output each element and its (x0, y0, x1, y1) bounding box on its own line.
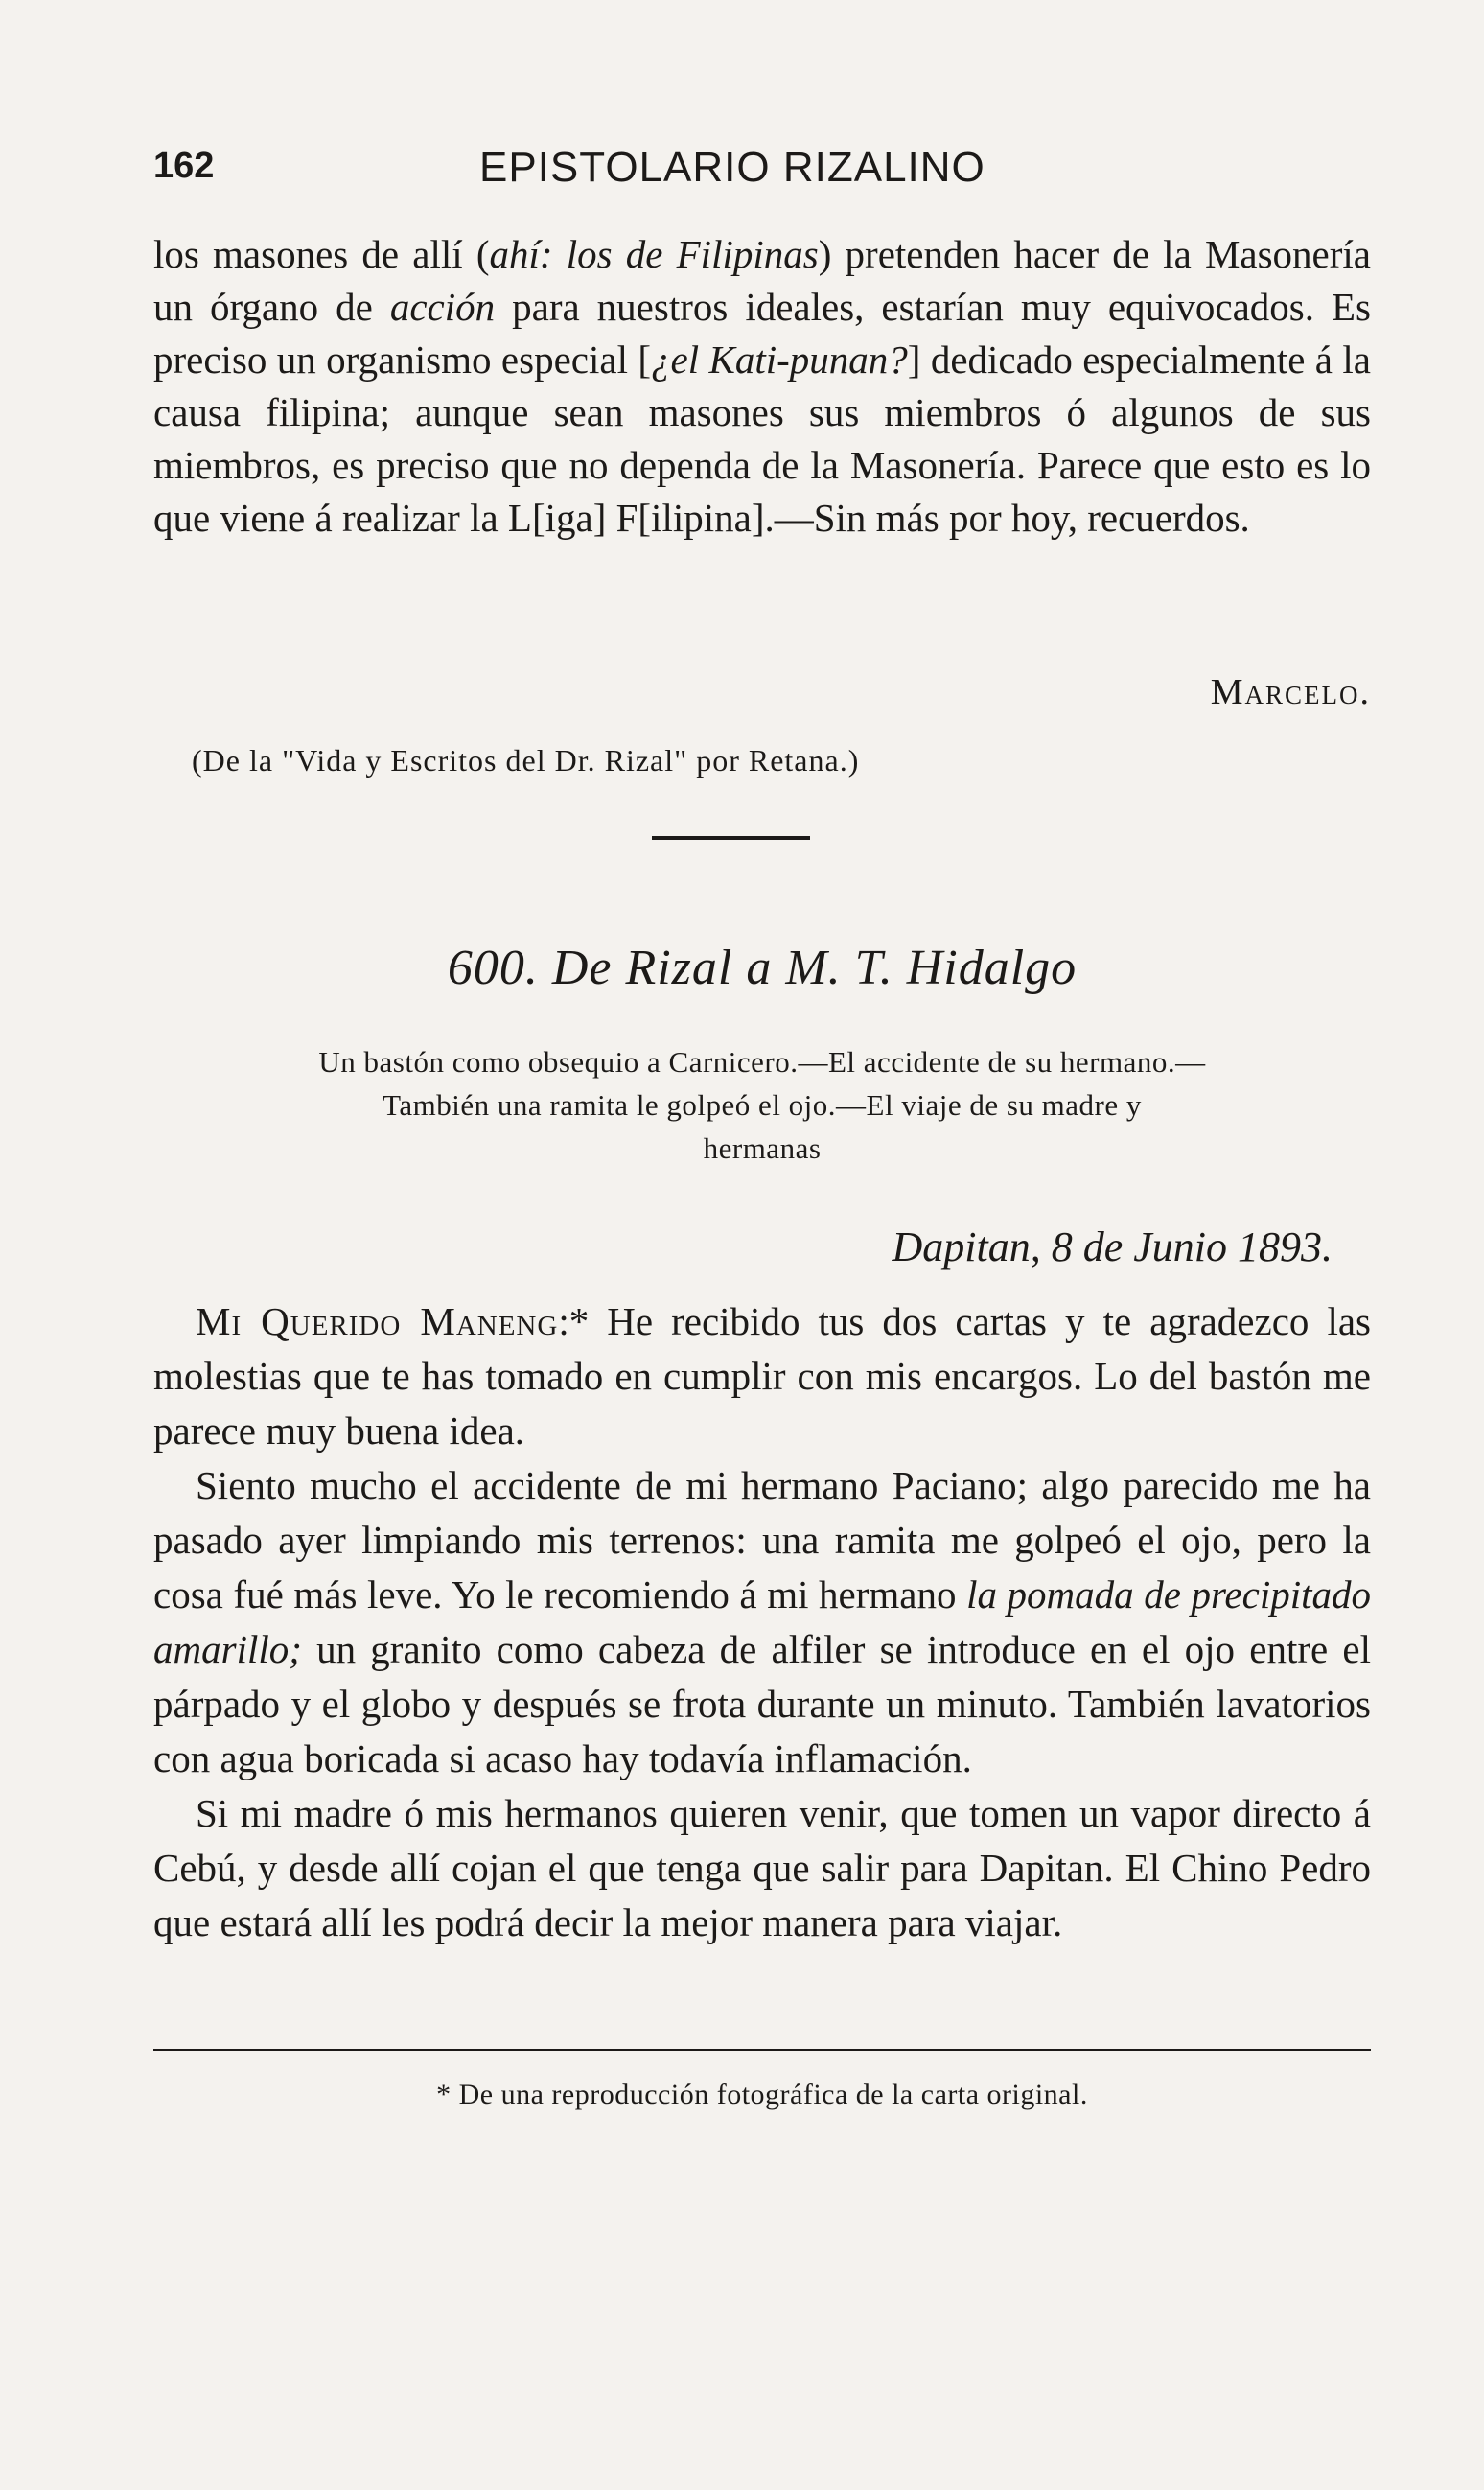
running-head (153, 144, 1371, 201)
salutation: Mi Querido Maneng (196, 1299, 559, 1343)
summary-line: hermanas (703, 1131, 822, 1165)
continuation-paragraph: los masones de allí (ahí: los de Filipinas) pretenden hacer de la Masonería un órgano de acción para nuestros ideales, estarían muy equivocados. Es preciso un organismo especial [¿el Kati-punan?] dedicado especialmente á la causa filipina; aunque sean masones sus miembros ó algunos de sus miembros, es preciso que no dependa de la Masonería. Parece que esto es lo que viene á realizar la L[iga] F[ilipina].—Sin más por hoy, recuerdos. (153, 232, 1372, 540)
footnote: * De una reproducción fotográfica de la carta original. (436, 2079, 1088, 2110)
source-note: (De la "Vida y Escritos del Dr. Rizal" por Retana.) (192, 743, 860, 778)
book-title: EPISTOLARIO RIZALINO (479, 144, 985, 191)
letter-body (153, 1294, 1371, 1950)
letter-summary (153, 1040, 1371, 1170)
section-divider (652, 836, 810, 840)
letter-paragraph: Mi Querido Maneng:* He recibido tus dos cartas y te agradezco las molestias que te has tomado en cumplir con mis encargos. Lo del bastón me parece muy buena idea. (153, 1299, 1371, 1453)
summary-line: Un bastón como obsequio a Carnicero.—El accidente de su hermano.— (318, 1045, 1206, 1079)
letter-paragraph: Si mi madre ó mis hermanos quieren venir, que tomen un vapor directo á Cebú, y desde allí cojan el que tenga que salir para Dapitan. El Chino Pedro que estará allí les podrá decir la mejor manera para viajar. (153, 1791, 1371, 1944)
place-date: Dapitan, 8 de Junio 1893. (892, 1223, 1333, 1270)
book-page (153, 144, 1371, 2349)
letter-heading: 600. De Rizal a M. T. Hidalgo (447, 941, 1078, 995)
page-number: 162 (153, 146, 215, 186)
previous-letter-continuation (153, 228, 1371, 545)
signature: Marcelo. (1210, 672, 1371, 712)
remedy-name: la pomada de precipitado amarillo; (153, 1572, 1371, 1671)
footnote-rule (153, 2049, 1371, 2051)
letter-paragraph: Siento mucho el accidente de mi hermano Paciano; algo parecido me ha pasado ayer limpiando mis terrenos: una ramita me golpeó el ojo, pero la cosa fué más leve. Yo le recomiendo á mi hermano la pomada de precipitado amarillo; un granito como cabeza de alfiler se introduce en el ojo entre el párpado y el globo y después se frota durante un minuto. También lavatorios con agua boricada si acaso hay todavía inflamación. (153, 1463, 1371, 1780)
summary-line: También una ramita le golpeó el ojo.—El viaje de su madre y (383, 1088, 1142, 1122)
